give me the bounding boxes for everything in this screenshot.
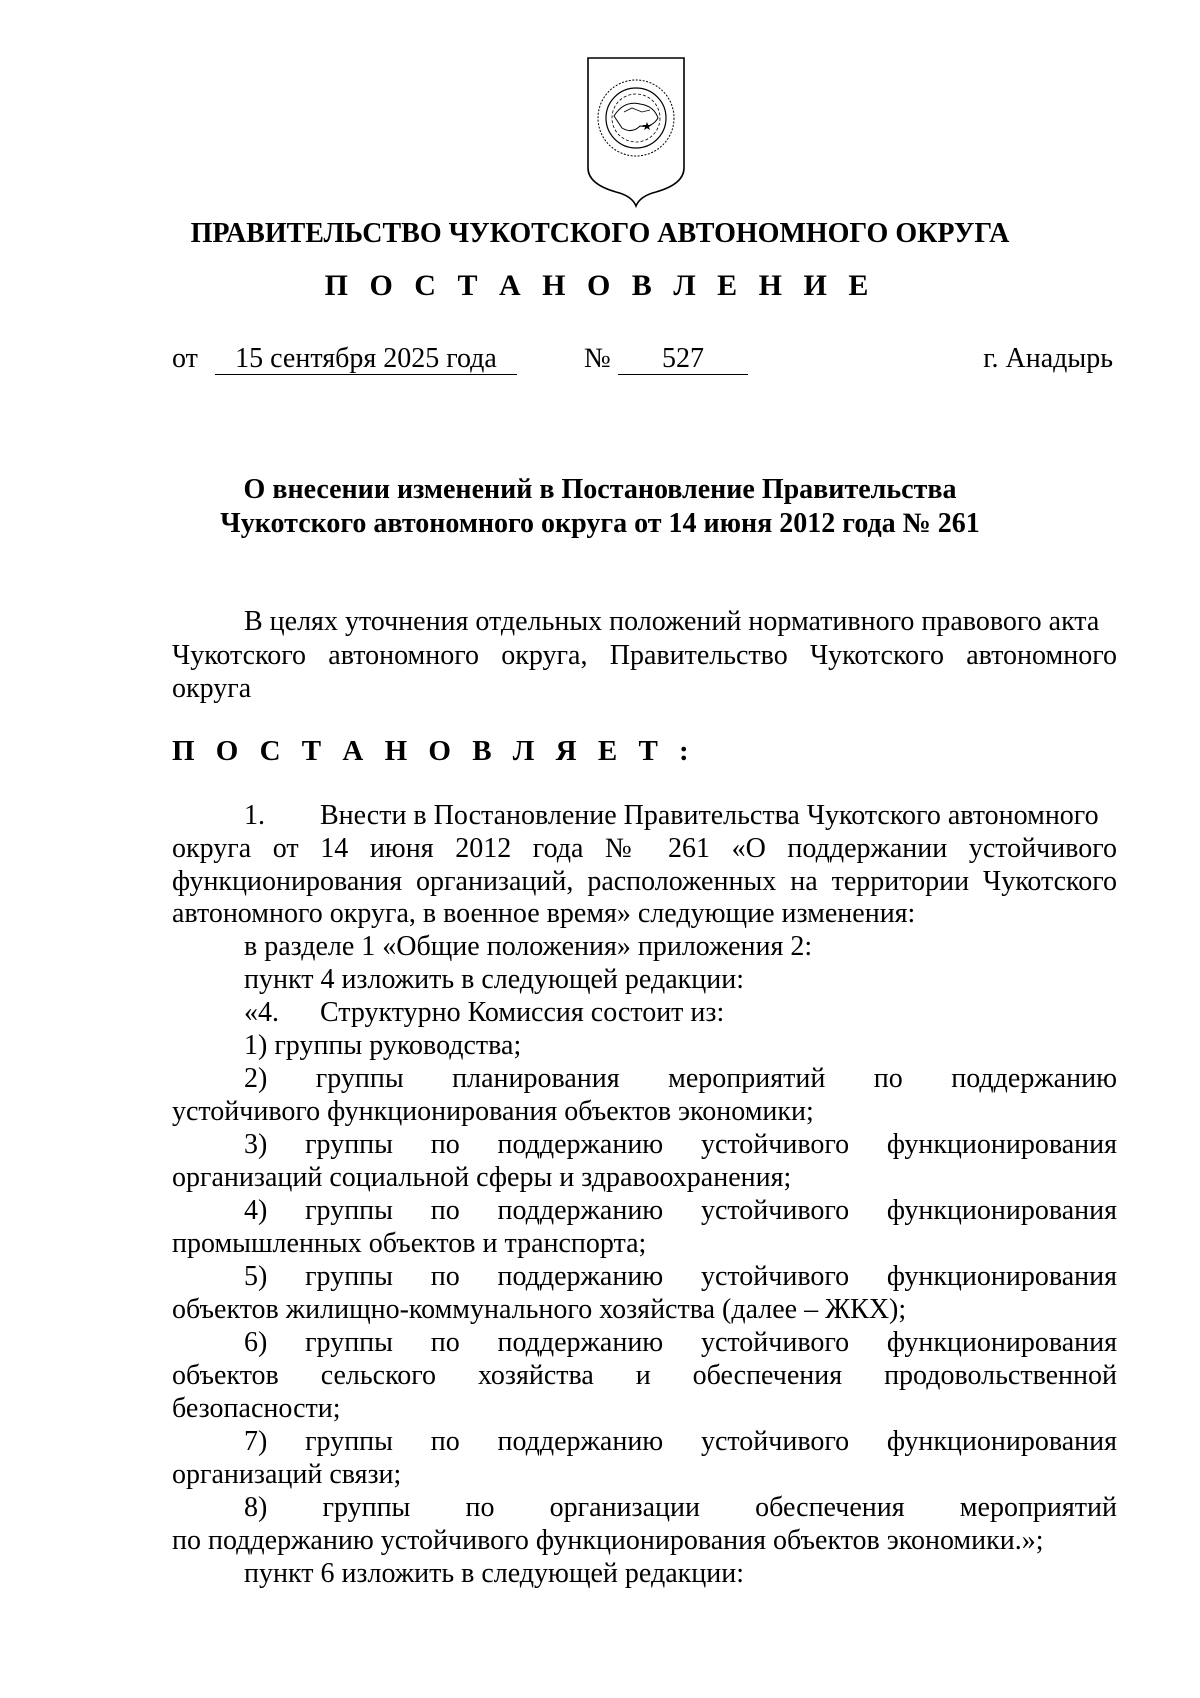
group-item: организаций связи;: [172, 1459, 402, 1490]
number-underline: [618, 374, 748, 375]
date-prefix: от: [172, 343, 198, 374]
date-underline: [215, 374, 517, 375]
document-date: 15 сентября 2025 года: [235, 343, 497, 374]
group-item: 5) группы по поддержанию устойчивого функционирования: [244, 1261, 1117, 1292]
number-label: №: [584, 343, 611, 374]
city: г. Анадырь: [983, 343, 1113, 374]
group-item: промышленных объектов и транспорта;: [172, 1228, 647, 1259]
government-name: ПРАВИТЕЛЬСТВО ЧУКОТСКОГО АВТОНОМНОГО ОКРУГА: [190, 218, 1010, 249]
item-line: округа от 14 июня 2012 года № 261 «О поддержании устойчивого: [172, 833, 1117, 864]
document-type: П О С Т А Н О В Л Е Н И Е: [324, 269, 876, 302]
coat-of-arms-emblem: [584, 56, 688, 208]
title-line: О внесении изменений в Постановление Правительства: [243, 474, 957, 505]
section-line: в разделе 1 «Общие положения» приложения 2:: [244, 931, 813, 962]
point6-intro: пункт 6 изложить в следующей редакции:: [244, 1558, 744, 1589]
group-item: 6) группы по поддержанию устойчивого функционирования: [244, 1327, 1117, 1358]
group-item: 3) группы по поддержанию устойчивого функционирования: [244, 1129, 1117, 1160]
point4-number: «4.: [244, 997, 279, 1028]
item-line: автономного округа, в военное время» следующие изменения:: [172, 898, 916, 929]
item-line: Внести в Постановление Правительства Чукотского автономного: [320, 800, 1099, 831]
resolves-heading: П О С Т А Н О В Л Я Е Т :: [172, 735, 696, 767]
group-item: объектов сельского хозяйства и обеспечения продовольственной: [172, 1360, 1117, 1391]
item-line: функционирования организаций, расположенных на территории Чукотского: [172, 866, 1117, 897]
group-item: 7) группы по поддержанию устойчивого функционирования: [244, 1426, 1117, 1457]
group-item: безопасности;: [172, 1393, 341, 1424]
group-item: 2) группы планирования мероприятий по поддержанию: [244, 1063, 1117, 1094]
group-item: объектов жилищно-коммунального хозяйства (далее – ЖКХ);: [172, 1294, 907, 1325]
point4-intro: пункт 4 изложить в следующей редакции:: [244, 964, 744, 995]
group-item: организаций социальной сферы и здравоохранения;: [172, 1162, 792, 1193]
item-number: 1.: [244, 800, 265, 831]
point4-text: Структурно Комиссия состоит из:: [320, 997, 725, 1028]
group-item: 1) группы руководства;: [244, 1030, 522, 1061]
document-number: 527: [662, 343, 704, 374]
preamble-line: Чукотского автономного округа, Правительство Чукотского автономного: [172, 640, 1117, 671]
group-item: 8) группы по организации обеспечения мероприятий: [244, 1492, 1117, 1523]
preamble-line: В целях уточнения отдельных положений нормативного правового акта: [244, 606, 1100, 637]
preamble-line: округа: [172, 673, 252, 704]
title-line: Чукотского автономного округа от 14 июня 2012 года № 261: [220, 508, 980, 539]
group-item: 4) группы по поддержанию устойчивого функционирования: [244, 1195, 1117, 1226]
group-item: по поддержанию устойчивого функционирования объектов экономики.»;: [172, 1525, 1044, 1556]
group-item: устойчивого функционирования объектов экономики;: [172, 1096, 814, 1127]
